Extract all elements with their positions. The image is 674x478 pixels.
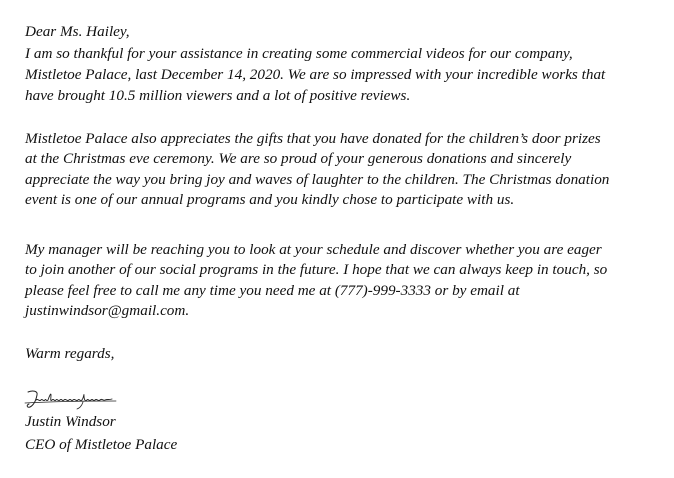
paragraph-line: Mistletoe Palace, last December 14, 2020. We are so impressed with your incredible works that	[25, 66, 606, 83]
paragraph-line: to join another of our social programs in the future. I hope that we can always keep in touch, so	[25, 261, 608, 278]
paragraph-line: have brought 10.5 million viewers and a lot of positive reviews.	[25, 87, 411, 104]
paragraph-line: please feel free to call me any time you need me at (777)-999-3333 or by email at	[25, 282, 520, 299]
paragraph-line: I am so thankful for your assistance in creating some commercial videos for our company,	[25, 45, 573, 62]
paragraph-line: at the Christmas eve ceremony. We are so proud of your generous donations and sincerely	[25, 150, 572, 167]
salutation: Dear Ms. Hailey,	[25, 23, 130, 40]
paragraph-line: appreciate the way you bring joy and waves of laughter to the children. The Christmas donation	[25, 171, 610, 188]
signer-name: Justin Windsor	[25, 413, 116, 430]
paragraph-line: My manager will be reaching you to look at your schedule and discover whether you are eager	[25, 241, 602, 258]
handwritten-signature	[25, 389, 117, 411]
signer-title: CEO of Mistletoe Palace	[25, 436, 178, 453]
paragraph-line: justinwindsor@gmail.com.	[25, 302, 190, 319]
paragraph-line: Mistletoe Palace also appreciates the gifts that you have donated for the children’s door prizes	[25, 130, 601, 147]
paragraph-line: event is one of our annual programs and you kindly chose to participate with us.	[25, 191, 515, 208]
closing: Warm regards,	[25, 345, 115, 362]
